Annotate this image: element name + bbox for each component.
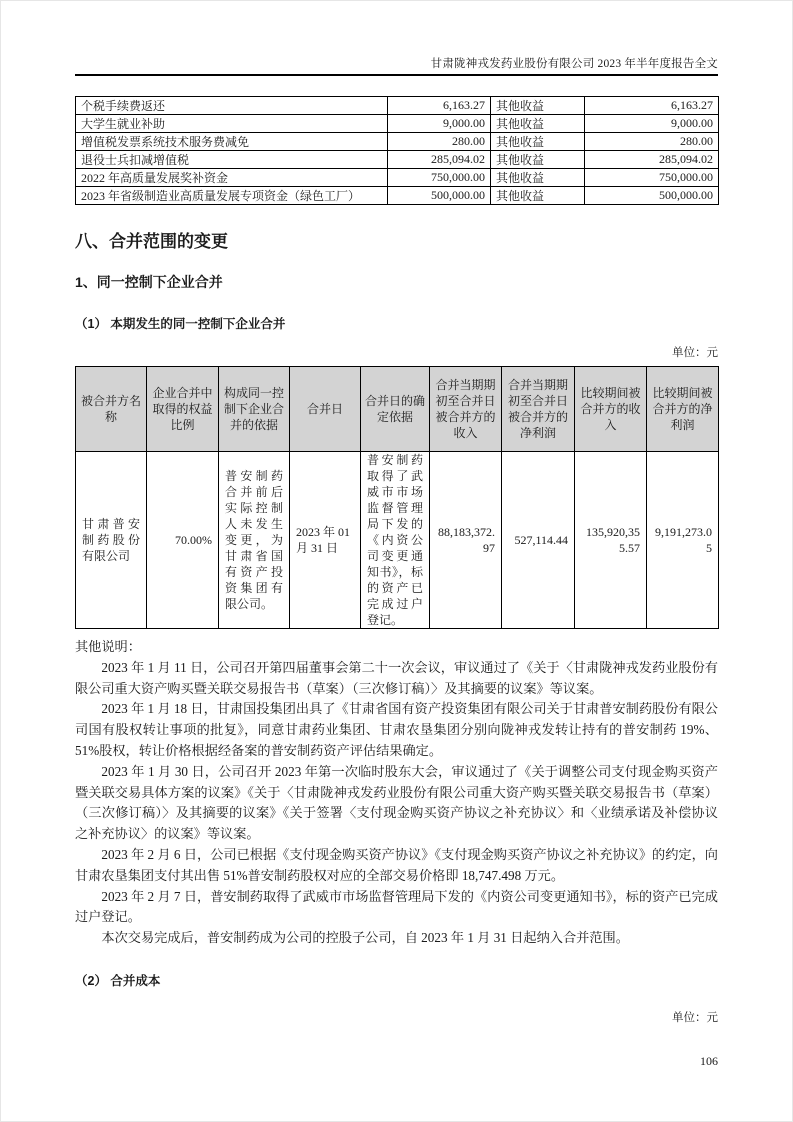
merged-party-name: 甘肃普安制药股份有限公司 (76, 452, 147, 629)
income-amount: 280.00 (388, 133, 491, 151)
table-row (76, 151, 719, 169)
income-amount-2: 280.00 (585, 133, 719, 151)
merge-date-value: 2023 年 01 月 31 日 (290, 452, 361, 629)
col-header-basis: 构成同一控制下企业合并的依据 (219, 367, 290, 452)
note-paragraph: 2023 年 1 月 30 日，公司召开 2023 年第一次临时股东大会，审议通过了《关于调整公司支付现金购买资产暨关联交易具体方案的议案》《关于〈甘肃陇神戎发药业股份有限公司重大资产购买暨关联交易报告书（草案）（三次修订稿）〉及其摘要的议案》《关于签署〈支付现金购买资产协议之补充协议〉和〈业绩承诺及补偿协议之补充协议〉的议案》等议案。 (75, 763, 718, 842)
income-item: 大学生就业补助 (76, 115, 388, 133)
unit-label: 单位：元 (672, 347, 718, 359)
subsection-heading-1-1: （1） 本期发生的同一控制下企业合并 (75, 317, 286, 331)
revenue-value: 88,183,372.97 (430, 452, 502, 629)
equity-ratio-value: 70.00% (147, 452, 219, 629)
table-row (76, 115, 719, 133)
merger-table (75, 366, 719, 629)
running-header: 甘肃陇神戎发药业股份有限公司 2023 年半年度报告全文 (75, 55, 718, 76)
col-header-merged-party: 被合并方名称 (76, 367, 147, 452)
table-row (76, 187, 719, 205)
page-number: 106 (700, 1053, 718, 1068)
note-paragraph: 本次交易完成后，普安制药成为公司的控股子公司，自 2023 年 1 月 31 日起纳入合并范围。 (101, 930, 629, 946)
net-profit-value: 527,114.44 (502, 452, 575, 629)
col-header-date-basis: 合并日的确定依据 (361, 367, 430, 452)
prior-revenue-value: 135,920,355.57 (575, 452, 647, 629)
income-item: 增值税发票系统技术服务费减免 (76, 133, 388, 151)
income-amount-2: 750,000.00 (585, 169, 719, 187)
income-category: 其他收益 (491, 115, 585, 133)
income-item: 2023 年省级制造业高质量发展专项资金（绿色工厂） (76, 187, 388, 205)
income-amount-2: 9,000.00 (585, 115, 719, 133)
merger-table-header-row (76, 367, 719, 452)
other-notes (75, 637, 718, 949)
col-header-equity-ratio: 企业合并中取得的权益比例 (147, 367, 219, 452)
merger-basis-text: 普安制药合并前后实际控制人未发生变更，为甘肃省国有资产投资集团有限公司。 (219, 452, 290, 629)
income-category: 其他收益 (491, 169, 585, 187)
income-amount: 500,000.00 (388, 187, 491, 205)
col-header-merge-date: 合并日 (290, 367, 361, 452)
income-item: 退役士兵扣减增值税 (76, 151, 388, 169)
section-heading-8: 八、合并范围的变更 (75, 232, 228, 251)
date-basis-text: 普安制药取得了武威市市场监督管理局下发的《内资公司变更通知书》，标的资产已完成过户登记。 (361, 452, 430, 629)
income-category: 其他收益 (491, 187, 585, 205)
prior-net-profit-value: 9,191,273.05 (647, 452, 719, 629)
subsection-heading-1: 1、同一控制下企业合并 (75, 274, 223, 290)
col-header-revenue: 合并当期期初至合并日被合并方的收入 (430, 367, 502, 452)
notes-title: 其他说明： (75, 639, 141, 654)
income-amount: 285,094.02 (388, 151, 491, 169)
income-item: 个税手续费返还 (76, 97, 388, 115)
unit-label-2: 单位：元 (672, 1011, 718, 1024)
col-header-net-profit: 合并当期期初至合并日被合并方的净利润 (502, 367, 575, 452)
income-category: 其他收益 (491, 151, 585, 169)
subsection-heading-1-2: （2） 合并成本 (75, 973, 161, 988)
note-paragraph: 2023 年 1 月 18 日，甘肃国投集团出具了《甘肃省国有资产投资集团有限公司关于甘肃普安制药股份有限公司国有股权转让事项的批复》，同意甘肃药业集团、甘肃农垦集团分别向陇神戎发转让持有的普安制药 19%、51%股权，转让价格根据经备案的普安制药资产评估结果确定。 (75, 701, 718, 758)
income-amount-2: 285,094.02 (585, 151, 719, 169)
income-category: 其他收益 (491, 97, 585, 115)
table-row (76, 169, 719, 187)
page-content (75, 0, 718, 1069)
other-income-table (75, 96, 719, 205)
income-amount-2: 500,000.00 (585, 187, 719, 205)
col-header-prior-revenue: 比较期间被合并方的收入 (575, 367, 647, 452)
table-row (76, 97, 719, 115)
col-header-prior-net-profit: 比较期间被合并方的净利润 (647, 367, 719, 452)
income-amount: 9,000.00 (388, 115, 491, 133)
income-category: 其他收益 (491, 133, 585, 151)
income-amount-2: 6,163.27 (585, 97, 719, 115)
income-amount: 6,163.27 (388, 97, 491, 115)
note-paragraph: 2023 年 2 月 6 日，公司已根据《支付现金购买资产协议》《支付现金购买资产协议之补充协议》的约定，向甘肃农垦集团支付其出售 51%普安制药股权对应的全部交易价格即 18,747.498 万元。 (75, 846, 718, 883)
income-amount: 750,000.00 (388, 169, 491, 187)
note-paragraph: 2023 年 2 月 7 日，普安制药取得了武威市市场监督管理局下发的《内资公司变更通知书》，标的资产已完成过户登记。 (75, 888, 718, 925)
merger-table-data-row (76, 452, 719, 629)
note-paragraph: 2023 年 1 月 11 日，公司召开第四届董事会第二十一次会议，审议通过了《关于〈甘肃陇神戎发药业股份有限公司重大资产购买暨关联交易报告书（草案）（三次修订稿）〉及其摘要的议案》等议案。 (75, 659, 718, 696)
table-row (76, 133, 719, 151)
income-item: 2022 年高质量发展奖补资金 (76, 169, 388, 187)
